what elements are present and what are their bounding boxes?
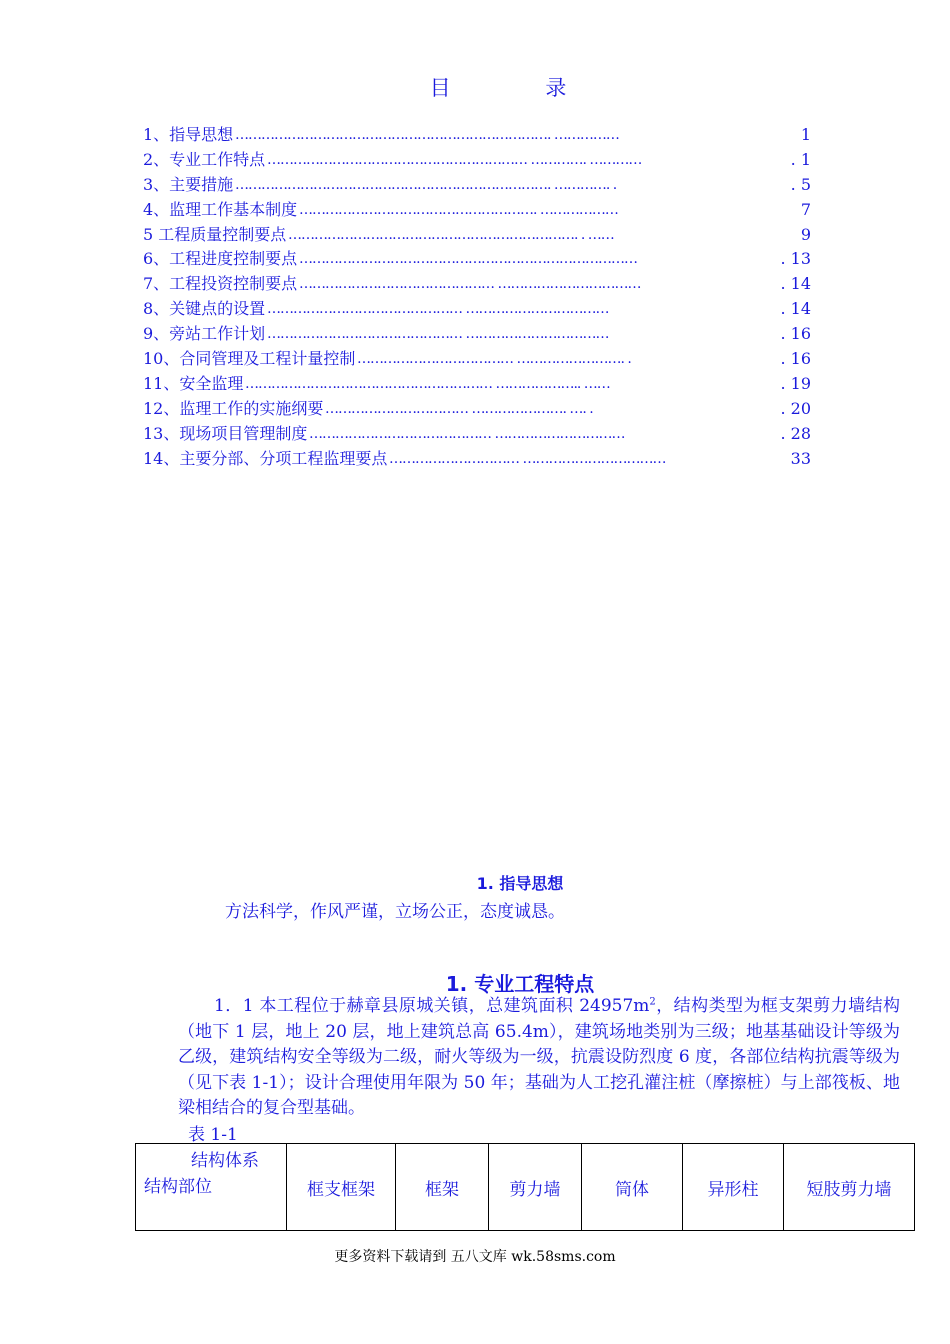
toc-item-page: 9 — [801, 223, 811, 248]
toc-item[interactable] — [143, 123, 823, 148]
toc-item-label: 13、现场项目管理制度 — [143, 423, 308, 443]
toc-item-leader: …………………………………………………………. . …… — [288, 226, 614, 243]
toc-item[interactable] — [143, 247, 823, 272]
toc-item[interactable] — [143, 148, 823, 173]
corner-bottom-label: 结构部位 — [144, 1177, 212, 1197]
toc-item-label: 4、监理工作基本制度 — [143, 199, 298, 219]
table-header-cell: 剪力墙 — [489, 1144, 582, 1231]
toc-item-leader: …………………………………… ………………………… — [309, 425, 625, 442]
toc-item-label: 12、监理工作的实施纲要 — [143, 398, 324, 418]
toc-item-label: 10、合同管理及工程计量控制 — [143, 349, 356, 369]
toc-item-label: 3、主要措施 — [143, 174, 234, 194]
toc-item-page: . 19 — [780, 372, 811, 397]
toc-item[interactable] — [143, 297, 823, 322]
toc-item[interactable] — [143, 422, 823, 447]
toc-item-label: 8、关键点的设置 — [143, 299, 266, 319]
toc-item-label: 11、安全监理 — [143, 373, 244, 393]
toc-item-leader: ……………………………… ……………………. . — [357, 351, 631, 368]
toc-item-page: . 16 — [780, 347, 811, 372]
toc-item-leader: ………………………………………………………………. …………… — [235, 127, 619, 143]
toc-item-page: . 13 — [780, 247, 811, 272]
table-corner-cell — [136, 1144, 287, 1231]
toc-item-label: 7、工程投资控制要点 — [143, 274, 298, 294]
toc-item[interactable] — [143, 173, 823, 198]
toc-item-leader: ………………………………………………. ……………… — [299, 201, 618, 218]
toc-item[interactable] — [143, 198, 823, 223]
footer-note: 更多资料下载请到 五八文库 wk.58sms.com — [334, 1249, 616, 1265]
toc-item-page: . 16 — [780, 322, 811, 347]
table-caption: 表 1-1 — [188, 1125, 238, 1145]
paragraph-part-b: ，结构类型为框支架剪力墙结构（地下 1 层，地上 20 层，地上建筑总高 65.4m），建筑场地类别为三级；地基基础设计等级为乙级，建筑结构安全等级为二级，耐火等级为一级，抗震设防烈度 6 度，各部位结构抗震等级为（见下表 1-1）；设计合理使用年限为 50 年；基础为人工挖孔灌注桩（摩擦桩）与上部筏板、地梁相结合的复合型基础。 — [178, 996, 901, 1118]
toc-item-leader: …………………………………………………… …………. ………… — [267, 151, 642, 168]
toc-item[interactable] — [143, 322, 823, 347]
toc-item-page: . 1 — [791, 148, 811, 173]
corner-top-label: 结构体系 — [191, 1151, 259, 1171]
toc-item-label: 2、专业工作特点 — [143, 149, 266, 169]
toc-item-leader: ……………………………………… …………………………… — [299, 276, 641, 293]
toc-item[interactable] — [143, 223, 823, 248]
toc-item-label: 9、旁站工作计划 — [143, 324, 266, 344]
table-header-cell: 异形柱 — [683, 1144, 784, 1231]
section-paragraph-engineering-features — [178, 994, 900, 1122]
table-header-row — [136, 1144, 915, 1231]
toc-item-page: . 5 — [791, 173, 811, 198]
table-header-cell: 框支框架 — [287, 1144, 396, 1231]
toc-item-leader: ………………………………………………… ……………….. …… — [245, 375, 610, 392]
toc-title: 目 录 — [429, 76, 611, 100]
toc-item-page: 1 — [801, 123, 811, 148]
toc-item[interactable] — [143, 447, 823, 472]
toc-item-leader: ……………………………………… …………………………… — [267, 326, 609, 343]
toc-item[interactable] — [143, 272, 823, 297]
toc-item-label: 14、主要分部、分项工程监理要点 — [143, 448, 388, 468]
toc-item-page: . 28 — [780, 422, 811, 447]
toc-item-leader: …………………………………………………………………… — [299, 251, 637, 268]
table-header-cell: 筒体 — [582, 1144, 683, 1231]
toc-item-page: 33 — [791, 447, 811, 472]
section-heading-guiding-ideology: 1. 指导思想 — [476, 874, 564, 893]
paragraph-part-a: 1．1 本工程位于赫章县原城关镇，总建筑面积 24957m — [214, 996, 650, 1016]
toc-item[interactable] — [143, 372, 823, 397]
toc-item-leader: ………………………………………………………………. …………. . — [235, 176, 617, 193]
toc-item-page: 7 — [801, 198, 811, 223]
toc-item-label: 1、指导思想 — [143, 125, 234, 144]
toc-item[interactable] — [143, 397, 823, 422]
area-superscript: 2 — [649, 996, 656, 1008]
toc-item-label: 6、工程进度控制要点 — [143, 249, 298, 269]
toc-item-label: 5 工程质量控制要点 — [143, 224, 287, 244]
toc-item-leader: ……………………………………… …………………………… — [267, 301, 609, 318]
table-header-cell: 短肢剪力墙 — [784, 1144, 915, 1231]
toc-item-page: . 20 — [780, 397, 811, 422]
table-header-cell: 框架 — [396, 1144, 489, 1231]
toc-list — [143, 123, 823, 471]
toc-item-leader: …………………………… …………………. …. . — [325, 400, 593, 417]
section-heading-engineering-features: 1. 专业工程特点 — [445, 972, 595, 996]
toc-item[interactable] — [143, 347, 823, 372]
toc-item-page: . 14 — [780, 272, 811, 297]
toc-item-page: . 14 — [780, 297, 811, 322]
section-text-guiding-ideology: 方法科学，作风严谨，立场公正，态度诚恳。 — [225, 902, 565, 922]
toc-item-leader: ………………………… …………………………… — [389, 450, 666, 467]
seismic-grade-table — [135, 1143, 915, 1231]
